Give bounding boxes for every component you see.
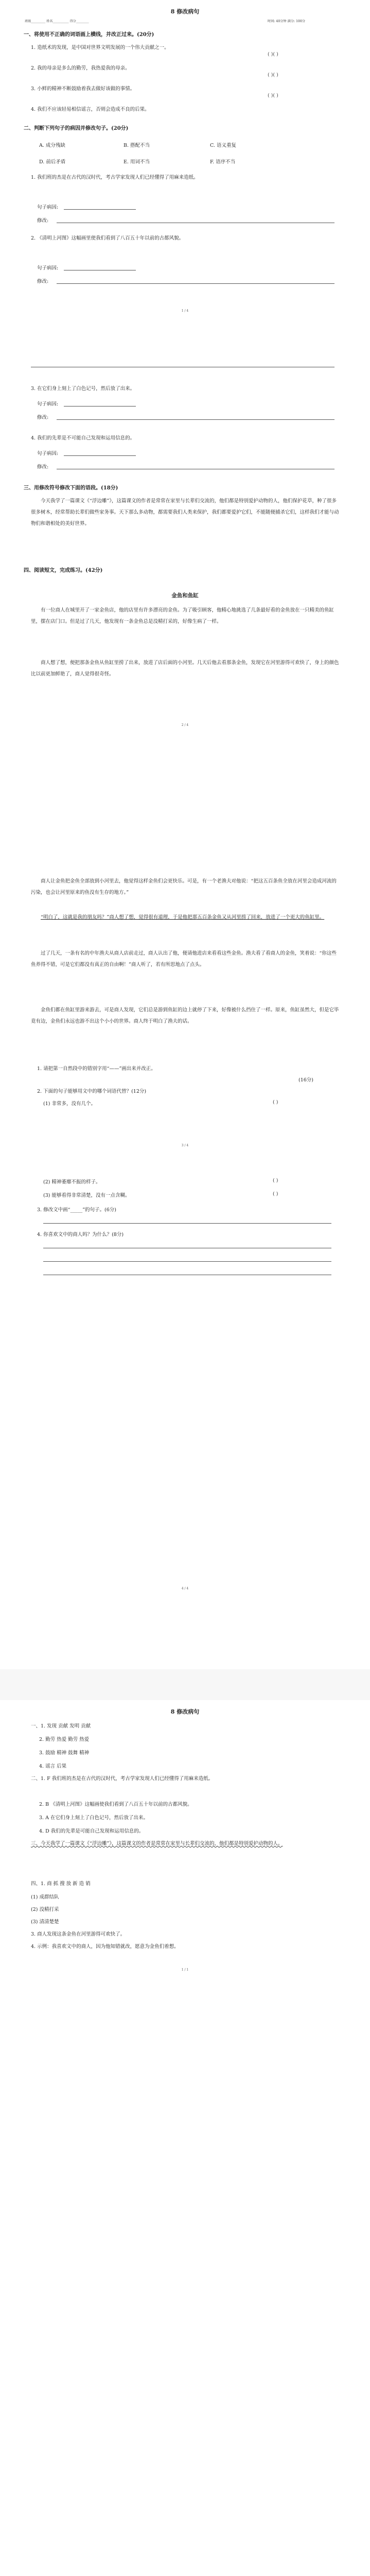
s3-paragraph: 今天我学了一篇课文《“浮边雕”》，这篇课文的作者是常常在家里与长辈们交流的，他们都是特别爱护动物的人，他们保护花草，种了很多很多树木，经常帮助长辈们做些家务事。天下那么多动物，都需要我们人类来保护，我们都要爱护它们，不能随便捕杀它们，这样我们才能与动物们和谐相处的美好世界。 [31, 498, 339, 527]
section-4-heading: 四、阅读短文，完成练习。(42分) [24, 568, 103, 573]
answer-4-1: 四、1. 商 抓 搜 放 新 造 销 [31, 1881, 91, 1887]
section-3-heading: 三、用修改符号修改下面的语段。(18分) [24, 485, 118, 491]
section-2-heading: 二、判断下列句子的病因并修改句子。(20分) [24, 126, 129, 131]
page-1 [0, 0, 370, 587]
answer-4-2b: (2) 没精打采 [31, 1907, 59, 1912]
answer-1-2: 2. 勤劳 热爱 勤劳 热爱 [39, 1737, 90, 1742]
answer-title: 8 修改病句 [170, 1708, 200, 1715]
answer-4-2c: (3) 清清楚楚 [31, 1919, 59, 1925]
question-2a-blank: ( ) [273, 1099, 278, 1105]
s2-reason-label-2: 句子病因: [37, 265, 59, 271]
s2-item-4: 4. 我们的先辈是不可能自己发现和运用信息的。 [31, 435, 135, 441]
s1-item-4: 4. 我们不应该轻易相信谣言，否则会造成不良的后果。 [31, 107, 150, 112]
s2-item-1: 1. 我们班的杰是在古代的汉时代，考古学家发现人们已经懂得了用麻来造纸。 [31, 175, 199, 180]
s1-answer-blank-3: ( )( ) [268, 93, 278, 98]
s2-reason-label-4: 句子病因: [37, 451, 59, 456]
s2-fix-label-4: 修改: [37, 464, 49, 470]
story-paragraph-3: 商人让金鱼把金鱼全部放到小河里去，他觉得这样金鱼们会更快乐。可是，有一个老渔夫对他说：“把这五百条鱼全放在河里会造成河流的污染，也会让河里原来的鱼没有生存的地方。” [31, 878, 337, 895]
option-c: C. 语义重复 [210, 143, 236, 148]
page-number: 1 / 1 [181, 1968, 189, 1972]
page-number: 1 / 4 [181, 309, 189, 313]
answer-3: 三、今天我学了一篇课文《“浮边雕”》，这篇课文的作者是常常在家里与长辈们交流的，他们都是特别爱护动物的人。 [31, 1841, 283, 1846]
s1-item-1: 1. 造纸术的发现，是中国对世界文明发展的一个伟大贡献之一。 [31, 45, 169, 50]
answer-page [0, 1700, 370, 2576]
s2-fix-label-2: 修改: [37, 279, 49, 284]
story-paragraph-1: 有一位商人在城里开了一家金鱼店，他的店里有许多漂亮的金鱼。为了吸引顾客，他精心地挑选了几条最好看的金鱼放在一只精美的鱼缸里，摆在店门口。但是过了几天，他发现有一条金鱼总是没精打采的，好像生病了一样。 [31, 607, 334, 624]
student-info-header: 班级_________ 姓名__________ 得分________ [25, 20, 89, 23]
option-a: A. 成分残缺 [39, 143, 65, 148]
s2-item-2: 2. 《清明上河图》这幅画里使我们看到了八百五十年以前的古都风貌。 [31, 235, 184, 241]
question-2b: (2) 精神萎靡不振的样子。 [43, 1179, 101, 1185]
answer-1-1: 一、1. 发现 贡献 发明 贡献 [31, 1723, 91, 1729]
page-number: 2 / 4 [181, 723, 189, 727]
page-2 [0, 587, 370, 876]
page-3 [0, 876, 370, 1669]
question-2c: (3) 能够看得非常清楚，没有一点含糊。 [43, 1193, 130, 1198]
page-number: 3 / 4 [181, 1144, 189, 1147]
story-paragraph-6: 金鱼们都在鱼缸里游来游去，可是商人发现，它们总是游到鱼缸的边上就停了下来，好像被什么挡住了一样。原来，鱼缸虽然大，但是它毕竟有边，金鱼们永远也游不出这个小小的世界。商人终于明白了渔夫的话。 [31, 1007, 339, 1024]
question-1: 1. 请把第一自然段中的错别字用“——”画出来并改正。 [37, 1066, 156, 1072]
option-e: E. 用词不当 [124, 159, 150, 165]
s1-item-3: 3. 小鲜的精神不断鼓励着我去做好该做的事情。 [31, 86, 135, 92]
answer-2-2: 2. B 《清明上河图》这幅画使我们看到了八百五十年以前的古都风貌。 [39, 1802, 192, 1807]
s1-answer-blank-2: ( )( ) [268, 72, 278, 78]
answer-2-4: 4. D 我们的先辈是可能自己发现和运用信息的。 [39, 1828, 144, 1834]
option-b: B. 搭配不当 [124, 143, 150, 148]
s2-fix-label-1: 修改: [37, 218, 49, 224]
option-f: F. 语序不当 [210, 159, 236, 165]
option-d: D. 前后矛盾 [39, 159, 66, 165]
story-title: 金鱼和鱼缸 [171, 592, 199, 599]
question-4: 4. 你喜欢文中的商人吗？为什么？(8分) [37, 1232, 124, 1238]
page-number: 4 / 4 [181, 1587, 189, 1590]
question-3: 3. 修改文中画“_____”的句子。(6分) [37, 1207, 117, 1213]
answer-2-3: 3. A 在它们身上刻上了白色记号，然后放了出来。 [39, 1815, 148, 1821]
answer-2-1: 二、1. F 我们班的杰是在古代的汉时代，考古学家发现人们已经懂得了用麻来造纸。 [31, 1776, 214, 1782]
question-2b-blank: ( ) [273, 1178, 278, 1183]
question-1-score: (16分) [298, 1077, 314, 1083]
s1-item-2: 2. 我的母亲是多么的勤劳，我热爱我的母亲。 [31, 65, 130, 71]
answer-4-3: 3. 商人发现这条金鱼在河里游得可欢快了。 [31, 1931, 126, 1937]
question-2c-blank: ( ) [273, 1191, 278, 1197]
page-title: 8 修改病句 [170, 8, 200, 15]
question-2: 2. 下面的句子能够用文中的哪个词语代替？(12分) [37, 1089, 147, 1094]
s2-reason-label-3: 句子病因: [37, 401, 59, 407]
answer-1-4: 4. 谣言 后果 [39, 1764, 67, 1769]
story-paragraph-2: 商人想了想，便把那条金鱼从鱼缸里捞了出来，放进了店后面的小河里。几天后他去看那条金鱼，发现它在河里游得可欢快了，身上的颜色比以前更加鲜艳了，商人觉得很奇怪。 [31, 660, 339, 677]
s2-fix-label-3: 修改: [37, 415, 49, 420]
s2-reason-label-1: 句子病因: [37, 205, 59, 210]
answer-4-4: 4. 示例：我喜欢文中的商人，因为他知错就改，愿意为金鱼们着想。 [31, 1944, 179, 1950]
s1-answer-blank-1: ( )( ) [268, 52, 278, 57]
answer-1-3: 3. 鼓励 精神 鼓舞 精神 [39, 1750, 90, 1756]
answer-4-2a: (1) 成群结队 [31, 1894, 59, 1900]
story-paragraph-5: 过了几天，一条有名的中年渔夫从商人店前走过，商人认出了他，便请他进店来看看这些金鱼。渔夫看了看商人的金鱼，笑着说：“你这些鱼养得不错，可是它们都没有真正的自由啊！”商人听了，若有所思地点了点头。 [31, 951, 337, 968]
story-paragraph-4: “明白了，这就是我的朋友吗？”商人想了想，觉得很有道理，于是他把那五百条金鱼又从河里捞了回来，放进了一个更大的鱼缸里。 [41, 914, 325, 920]
section-1-heading: 一、将使用不正确的词语画上横线，并改正过来。(20分) [24, 32, 154, 38]
time-score-header: 时间: 40分钟 满分: 100分 [268, 20, 306, 23]
s2-item-3: 3. 在它们身上刻上了白色记号，然后放了出来。 [31, 386, 135, 392]
question-2a: (1) 非常多，没有几个。 [43, 1101, 96, 1107]
